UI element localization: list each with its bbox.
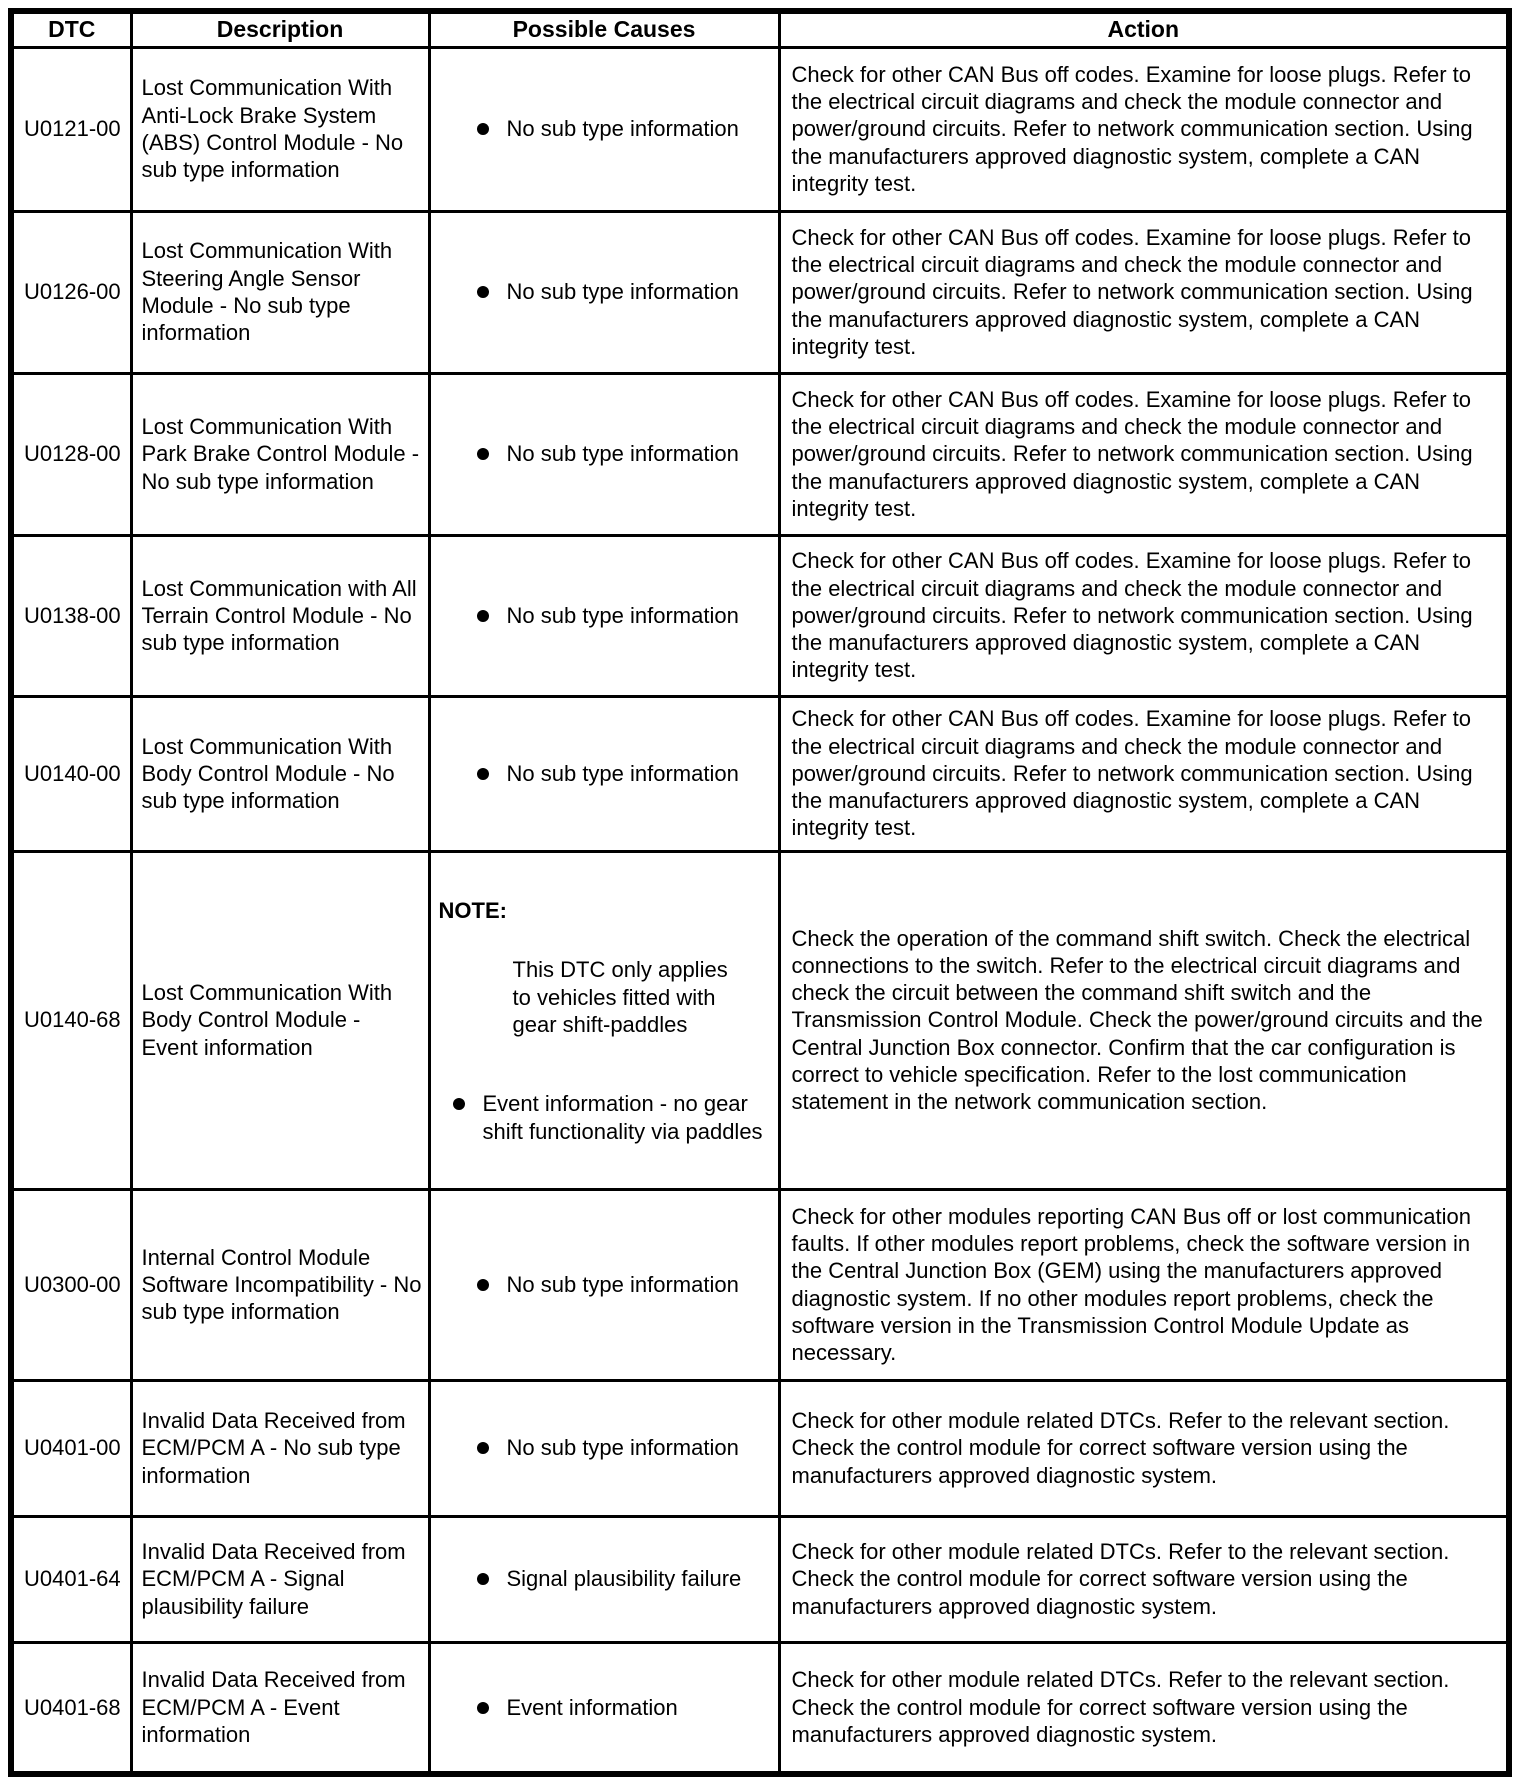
bullet-icon bbox=[477, 768, 489, 780]
causes-list bbox=[439, 1434, 772, 1461]
cause-item bbox=[477, 278, 772, 305]
cause-item bbox=[477, 760, 772, 787]
description-cell: Lost Communication With Steering Angle Sensor Module - No sub type information bbox=[131, 211, 429, 373]
causes-list bbox=[439, 1694, 772, 1721]
table-body bbox=[11, 47, 1509, 1774]
cause-text: Event information bbox=[506, 1694, 678, 1720]
bullet-icon bbox=[477, 1702, 489, 1714]
dtc-code-cell: U0401-00 bbox=[11, 1380, 131, 1516]
cause-item bbox=[477, 1271, 772, 1298]
possible-causes-cell bbox=[429, 1189, 779, 1380]
column-header-possible-causes: Possible Causes bbox=[429, 11, 779, 47]
possible-causes-cell bbox=[429, 1380, 779, 1516]
action-cell: Check for other modules reporting CAN Bus off or lost communication faults. If other modules report problems, check the software version in the Central Junction Box (GEM) using the manufacturers approved diagnostic system. If no other modules report problems, check the software version in the Transmission Control Module Update as necessary. bbox=[779, 1189, 1509, 1380]
description-cell: Lost Communication with All Terrain Control Module - No sub type information bbox=[131, 535, 429, 696]
causes-list bbox=[439, 1271, 772, 1298]
cause-text: No sub type information bbox=[506, 760, 739, 786]
possible-causes-cell bbox=[429, 1516, 779, 1642]
cause-text: No sub type information bbox=[506, 1271, 739, 1297]
column-header-action: Action bbox=[779, 11, 1509, 47]
bullet-icon bbox=[477, 123, 489, 135]
dtc-row-u0128-00 bbox=[11, 373, 1509, 535]
dtc-row-u0300-00 bbox=[11, 1189, 1509, 1380]
dtc-code-cell: U0121-00 bbox=[11, 47, 131, 211]
causes-list bbox=[439, 115, 772, 142]
dtc-code-cell: U0401-64 bbox=[11, 1516, 131, 1642]
note-label: NOTE: bbox=[438, 898, 507, 924]
cause-text: Event information - no gear shift functionality via paddles bbox=[482, 1091, 763, 1144]
dtc-code-cell: U0128-00 bbox=[11, 373, 131, 535]
description-cell: Lost Communication With Body Control Module - No sub type information bbox=[131, 696, 429, 851]
description-cell: Lost Communication With Body Control Module - Event information bbox=[131, 851, 429, 1189]
cause-item bbox=[477, 1694, 772, 1721]
action-cell: Check for other module related DTCs. Refer to the relevant section. Check the control module for correct software version using the manufacturers approved diagnostic system. bbox=[779, 1516, 1509, 1642]
description-cell: Internal Control Module Software Incompatibility - No sub type information bbox=[131, 1189, 429, 1380]
possible-causes-cell bbox=[429, 211, 779, 373]
dtc-code-cell: U0140-68 bbox=[11, 851, 131, 1189]
cause-item bbox=[453, 1090, 772, 1145]
dtc-code-cell: U0138-00 bbox=[11, 535, 131, 696]
cause-item bbox=[477, 1565, 772, 1592]
action-cell: Check for other CAN Bus off codes. Examine for loose plugs. Refer to the electrical circuit diagrams and check the module connector and power/ground circuits. Refer to network communication section. Using the manufacturers approved diagnostic system, complete a CAN integrity test. bbox=[779, 211, 1509, 373]
bullet-icon bbox=[453, 1098, 465, 1110]
causes-list bbox=[439, 760, 772, 787]
column-header-description: Description bbox=[131, 11, 429, 47]
dtc-row-u0121-00 bbox=[11, 47, 1509, 211]
cause-text: No sub type information bbox=[506, 441, 739, 467]
cause-text: No sub type information bbox=[506, 602, 739, 628]
action-cell: Check for other CAN Bus off codes. Examine for loose plugs. Refer to the electrical circuit diagrams and check the module connector and power/ground circuits. Refer to network communication section. Using the manufacturers approved diagnostic system, complete a CAN integrity test. bbox=[779, 373, 1509, 535]
causes-list bbox=[439, 1565, 772, 1592]
dtc-row-u0138-00 bbox=[11, 535, 1509, 696]
dtc-code-cell: U0401-68 bbox=[11, 1642, 131, 1774]
cause-item bbox=[477, 440, 772, 467]
bullet-icon bbox=[477, 1279, 489, 1291]
causes-list bbox=[439, 1090, 772, 1145]
possible-causes-cell bbox=[429, 1642, 779, 1774]
dtc-row-u0140-00 bbox=[11, 696, 1509, 851]
action-cell: Check for other CAN Bus off codes. Examine for loose plugs. Refer to the electrical circuit diagrams and check the module connector and power/ground circuits. Refer to network communication section. Using the manufacturers approved diagnostic system, complete a CAN integrity test. bbox=[779, 696, 1509, 851]
dtc-code-cell: U0140-00 bbox=[11, 696, 131, 851]
possible-causes-cell bbox=[429, 696, 779, 851]
dtc-row-u0401-68 bbox=[11, 1642, 1509, 1774]
action-cell: Check the operation of the command shift switch. Check the electrical connections to the switch. Refer to the electrical circuit diagrams and check the circuit between the command shift switch and the Transmission Control Module. Check the power/ground circuits and the Central Junction Box connector. Confirm that the car configuration is correct to vehicle specification. Refer to the lost communication statement in the network communication section. bbox=[779, 851, 1509, 1189]
cause-item bbox=[477, 1434, 772, 1461]
bullet-icon bbox=[477, 286, 489, 298]
cause-text: No sub type information bbox=[506, 1435, 739, 1461]
dtc-code-cell: U0300-00 bbox=[11, 1189, 131, 1380]
cause-item bbox=[477, 115, 772, 142]
description-cell: Lost Communication With Park Brake Control Module - No sub type information bbox=[131, 373, 429, 535]
description-cell: Invalid Data Received from ECM/PCM A - Event information bbox=[131, 1642, 429, 1774]
bullet-icon bbox=[477, 1442, 489, 1454]
bullet-icon bbox=[477, 1573, 489, 1585]
dtc-code-cell: U0126-00 bbox=[11, 211, 131, 373]
action-cell: Check for other CAN Bus off codes. Examine for loose plugs. Refer to the electrical circuit diagrams and check the module connector and power/ground circuits. Refer to network communication section. Using the manufacturers approved diagnostic system, complete a CAN integrity test. bbox=[779, 535, 1509, 696]
header-row bbox=[11, 11, 1509, 47]
bullet-icon bbox=[477, 610, 489, 622]
description-cell: Lost Communication With Anti-Lock Brake System (ABS) Control Module - No sub type information bbox=[131, 47, 429, 211]
description-cell: Invalid Data Received from ECM/PCM A - Signal plausibility failure bbox=[131, 1516, 429, 1642]
possible-causes-cell bbox=[429, 535, 779, 696]
bullet-icon bbox=[477, 448, 489, 460]
causes-list bbox=[439, 278, 772, 305]
dtc-row-u0401-00 bbox=[11, 1380, 1509, 1516]
dtc-row-u0401-64 bbox=[11, 1516, 1509, 1642]
action-cell: Check for other module related DTCs. Refer to the relevant section. Check the control module for correct software version using the manufacturers approved diagnostic system. bbox=[779, 1642, 1509, 1774]
causes-list bbox=[439, 440, 772, 467]
cause-text: Signal plausibility failure bbox=[506, 1566, 742, 1592]
possible-causes-cell bbox=[429, 851, 779, 1189]
action-cell: Check for other module related DTCs. Refer to the relevant section. Check the control module for correct software version using the manufacturers approved diagnostic system. bbox=[779, 1380, 1509, 1516]
possible-causes-cell bbox=[429, 47, 779, 211]
note-text: This DTC only applies to vehicles fitted with gear shift-paddles bbox=[512, 957, 728, 1037]
column-header-dtc: DTC bbox=[11, 11, 131, 47]
causes-list bbox=[439, 602, 772, 629]
cause-text: No sub type information bbox=[506, 116, 739, 142]
possible-causes-cell bbox=[429, 373, 779, 535]
cause-text: No sub type information bbox=[506, 279, 739, 305]
dtc-row-u0140-68 bbox=[11, 851, 1509, 1189]
dtc-row-u0126-00 bbox=[11, 211, 1509, 373]
cause-item bbox=[477, 602, 772, 629]
dtc-table bbox=[8, 8, 1512, 1777]
table-header bbox=[11, 11, 1509, 47]
action-cell: Check for other CAN Bus off codes. Examine for loose plugs. Refer to the electrical circuit diagrams and check the module connector and power/ground circuits. Refer to network communication section. Using the manufacturers approved diagnostic system, complete a CAN integrity test. bbox=[779, 47, 1509, 211]
description-cell: Invalid Data Received from ECM/PCM A - No sub type information bbox=[131, 1380, 429, 1516]
